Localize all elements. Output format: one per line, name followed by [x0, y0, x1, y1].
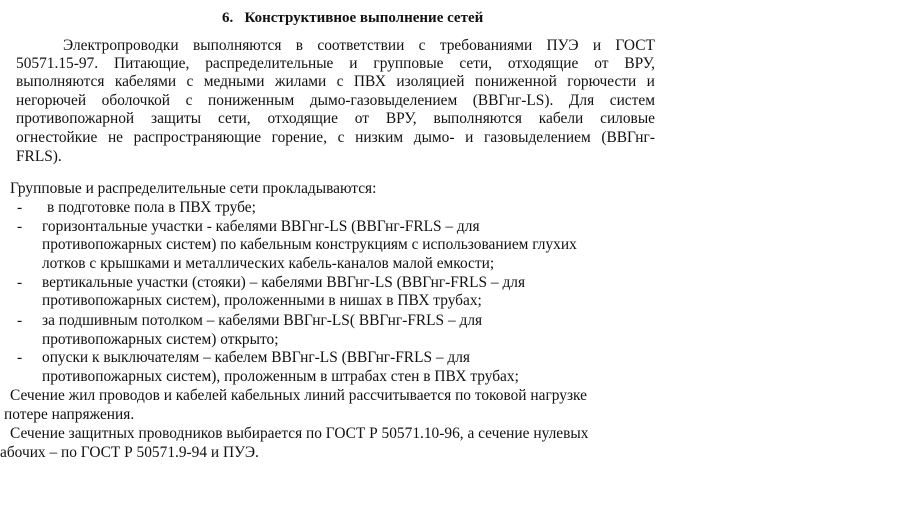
bullet-4-line2: противопожарных систем) открыто; [42, 331, 279, 348]
bullet-3-line2: противопожарных систем), проложенными в нишах в ПВХ трубах; [42, 292, 482, 309]
bullet-1-line1: в подготовке пола в ПВХ трубе; [47, 199, 256, 216]
para3-line1: Сечение защитных проводников выбирается по ГОСТ Р 50571.10-96, а сечение нулевых [10, 425, 589, 442]
para1-line3: выполняются кабелями с медными жилами с ПВХ изоляцией пониженной горючести и [16, 73, 655, 90]
group-intro: Групповые и распределительные сети прокладываются: [10, 180, 377, 197]
para2-line2: потере напряжения. [4, 406, 135, 423]
bullet-3-line1: вертикальные участки (стояки) – кабелями ВВГнг-LS (ВВГнг-FRLS – для [42, 274, 526, 291]
para1-line2: 50571.15-97. Питающие, распределительные и групповые сети, отходящие от ВРУ, [16, 55, 655, 72]
para1-line1: Электропроводки выполняются в соответствии с требованиями ПУЭ и ГОСТ [63, 37, 655, 54]
bullet-marker: - [17, 312, 23, 329]
para1-line7: FRLS). [16, 148, 62, 165]
bullet-marker: - [17, 218, 23, 235]
bullet-marker: - [17, 349, 23, 366]
section-number: 6. [222, 10, 234, 26]
bullet-2-line3: лотков с крышками и металлических кабель-каналов малой емкости; [42, 255, 495, 272]
section-heading [222, 9, 483, 27]
para3-line2: абочих – по ГОСТ Р 50571.9-94 и ПУЭ. [0, 444, 259, 461]
para1-line5: противопожарной защиты сети, отходящие от ВРУ, выполняются кабели силовые [16, 110, 655, 127]
bullet-5-line2: противопожарных систем), проложенным в штрабах стен в ПВХ трубах; [42, 368, 519, 385]
bullet-2-line2: противопожарных систем) по кабельным конструкциям с использованием глухих [42, 236, 577, 253]
bullet-5-line1: опуски к выключателям – кабелем ВВГнг-LS (ВВГнг-FRLS – для [42, 349, 471, 366]
bullet-4-line1: за подшивным потолком – кабелями ВВГнг-LS( ВВГнг-FRLS – для [42, 312, 483, 329]
bullet-marker: - [17, 274, 23, 291]
para1-line6: огнестойкие не распространяющие горение, с низким дымо- и газовыделением (ВВГнг- [16, 129, 655, 146]
para1-line4: негорючей оболочкой с пониженным дымо-газовыделением (ВВГнг-LS). Для систем [16, 92, 655, 109]
para2-line1: Сечение жил проводов и кабелей кабельных линий рассчитывается по токовой нагрузке [10, 387, 587, 404]
section-title: Конструктивное выполнение сетей [244, 10, 484, 26]
bullet-2-line1: горизонтальные участки - кабелями ВВГнг-LS (ВВГнг-FRLS – для [42, 218, 480, 235]
bullet-marker: - [17, 199, 23, 216]
